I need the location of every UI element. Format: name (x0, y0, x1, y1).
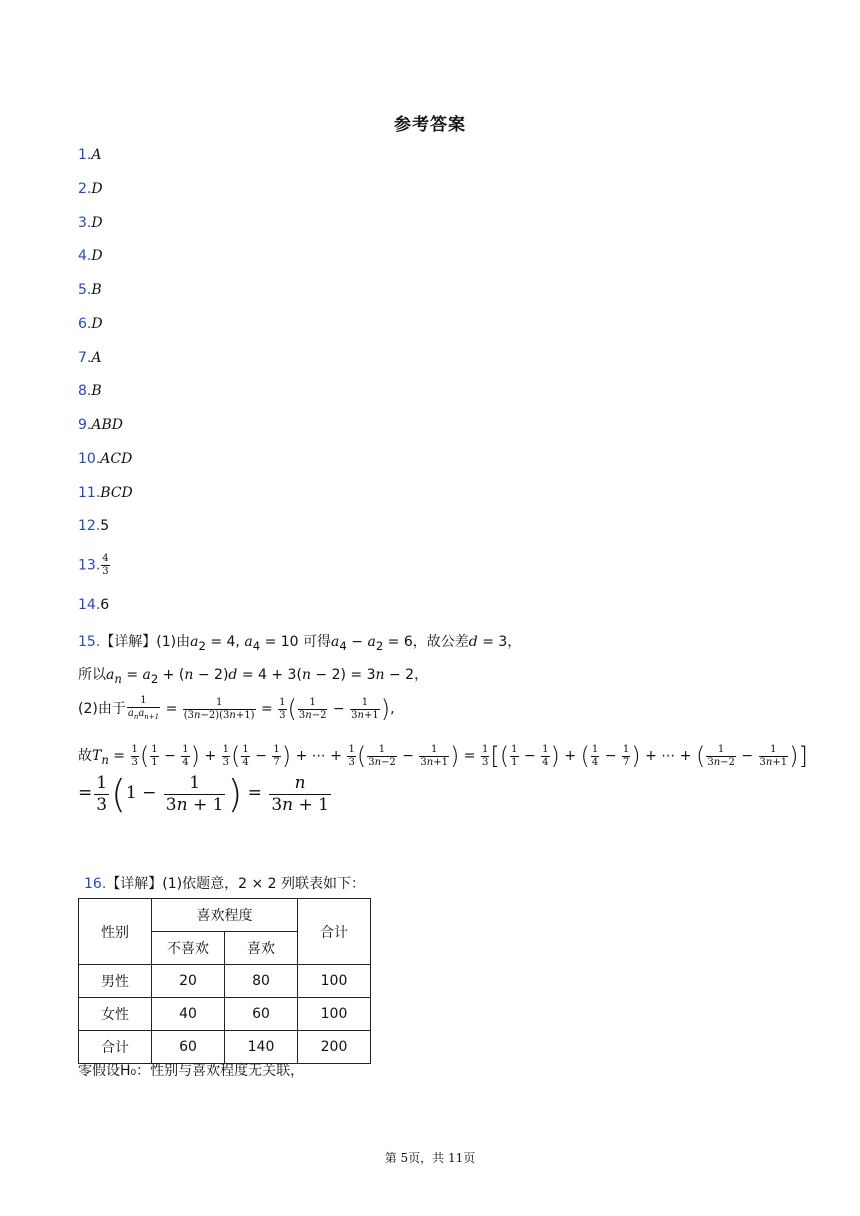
answer-number: 14. (78, 597, 101, 613)
answer-item (78, 553, 111, 578)
answer-value: B (91, 383, 102, 399)
answer-number: 8. (78, 383, 92, 399)
cell-like: 140 (225, 1031, 298, 1064)
page-footer: 第 5页，共 11页 (384, 1151, 476, 1165)
cell-dislike: 40 (152, 998, 225, 1031)
answer-number: 13. (78, 557, 101, 574)
table-subheader-dislike: 不喜欢 (152, 932, 225, 965)
answer-number: 5. (78, 282, 92, 298)
cell-like: 60 (225, 998, 298, 1031)
answer-item (78, 597, 109, 613)
table-subheader-like: 喜欢 (225, 932, 298, 965)
row-label: 女性 (79, 998, 152, 1031)
answer-value: A (91, 147, 102, 163)
answer-value: D (91, 316, 103, 332)
table-header-total: 合计 (298, 899, 371, 965)
answer-number: 4. (78, 248, 92, 264)
answer-value: D (91, 248, 103, 264)
answer-item (78, 147, 101, 163)
cell-total: 200 (298, 1031, 371, 1064)
cell-dislike: 60 (152, 1031, 225, 1064)
answer-number: 9. (78, 417, 92, 433)
row-label: 合计 (79, 1031, 152, 1064)
answer-item (78, 181, 103, 197)
answer-value: ACD (100, 451, 133, 467)
answer-item (78, 518, 109, 534)
cell-total: 100 (298, 998, 371, 1031)
table-row (79, 965, 371, 998)
question-number: 16. (84, 876, 107, 892)
row-label: 男性 (79, 965, 152, 998)
answer-value: 6 (100, 597, 110, 613)
answer-item (78, 248, 103, 264)
answer-value: D (91, 215, 103, 231)
contingency-table (78, 898, 371, 1064)
cell-like: 80 (225, 965, 298, 998)
q15-line-2: 所以$a_n = a_2 + (n - 2)d = 4 + 3(n - 2) = 3n - 2$， (78, 667, 429, 686)
answer-number: 7. (78, 350, 92, 366)
q16-intro-text: 【详解】(1)依题意，2 × 2 列联表如下： (106, 876, 365, 892)
fraction-numerator: 4 (102, 553, 109, 564)
q15-line-4: 故$T_n$ = $\frac{1}{3}$ ( $\frac{1}{1}$ − $\frac{1}{4}$ ) + $\frac{1}{3}$ ( $\frac{1}{4}$ − $\frac{1}{7}$ ) + ⋯ + $\frac{1}{3}$ ( $\frac{1}{3n-2}$ − $\frac{1}{3n+1}$ ) = $\frac{1}{3}$ [( $\frac{1}{1}$ − $\frac{1}{4}$ ) + ( $\frac{1}{4}$ − $\frac{1}{7}$ ) + ⋯ + ( $\frac{1}{3n-2}$ − $\frac{1}{3n+1}$ )] (78, 742, 808, 770)
q15-line-1: 15.【详解】(1)由$a_2 = 4$, $a_4 = 10$ 可得$a_4 - a_2 = 6$，故公差d = 3， (78, 634, 522, 653)
answer-number: 3. (78, 215, 92, 231)
table-row (79, 1031, 371, 1064)
answer-item (78, 215, 103, 231)
answer-item (78, 451, 132, 467)
answer-item (78, 350, 101, 366)
answer-number: 12. (78, 518, 101, 534)
answer-value: ABD (91, 417, 123, 433)
q15-line-3: (2)由于 $\frac{1}{a_na_{n+1}}$ = $\frac{1}{(3n-2)(3n+1)}$ = $\frac{1}{3}$ ( $\frac{1}{3n-2}$ − $\frac{1}{3n+1}$ ), (78, 695, 395, 723)
answer-fraction (101, 553, 109, 578)
answer-number: 6. (78, 316, 92, 332)
question-number: 15. (78, 634, 101, 650)
q15-line-5: = $\frac{1}{3}$ (1 − $\frac{1}{3n + 1}$ ) = $\frac{n}{3n + 1}$ (78, 772, 329, 816)
line3-prefix: (2)由于 (78, 701, 126, 717)
cell-total: 100 (298, 965, 371, 998)
answer-number: 10. (78, 451, 101, 467)
answer-value: D (91, 181, 103, 197)
table-header-gender: 性别 (79, 899, 152, 965)
table-row (79, 998, 371, 1031)
answer-value: A (91, 350, 102, 366)
q16-intro (84, 873, 365, 893)
fraction-denominator: 3 (102, 566, 109, 577)
answer-number: 11. (78, 485, 101, 501)
answer-item (78, 485, 133, 501)
answer-value: BCD (100, 485, 133, 501)
answer-number: 2. (78, 181, 92, 197)
answer-value: B (91, 282, 102, 298)
answer-item (78, 316, 103, 332)
page-title: 参考答案 (394, 115, 466, 135)
answer-number: 1. (78, 147, 92, 163)
q16-hypothesis: 零假设H₀：性别与喜欢程度无关联， (78, 1063, 305, 1079)
answer-value: 5 (100, 518, 110, 534)
answer-item (78, 282, 102, 298)
cell-dislike: 20 (152, 965, 225, 998)
answer-item (78, 417, 123, 433)
answer-item (78, 383, 102, 399)
table-header-like: 喜欢程度 (152, 899, 298, 932)
